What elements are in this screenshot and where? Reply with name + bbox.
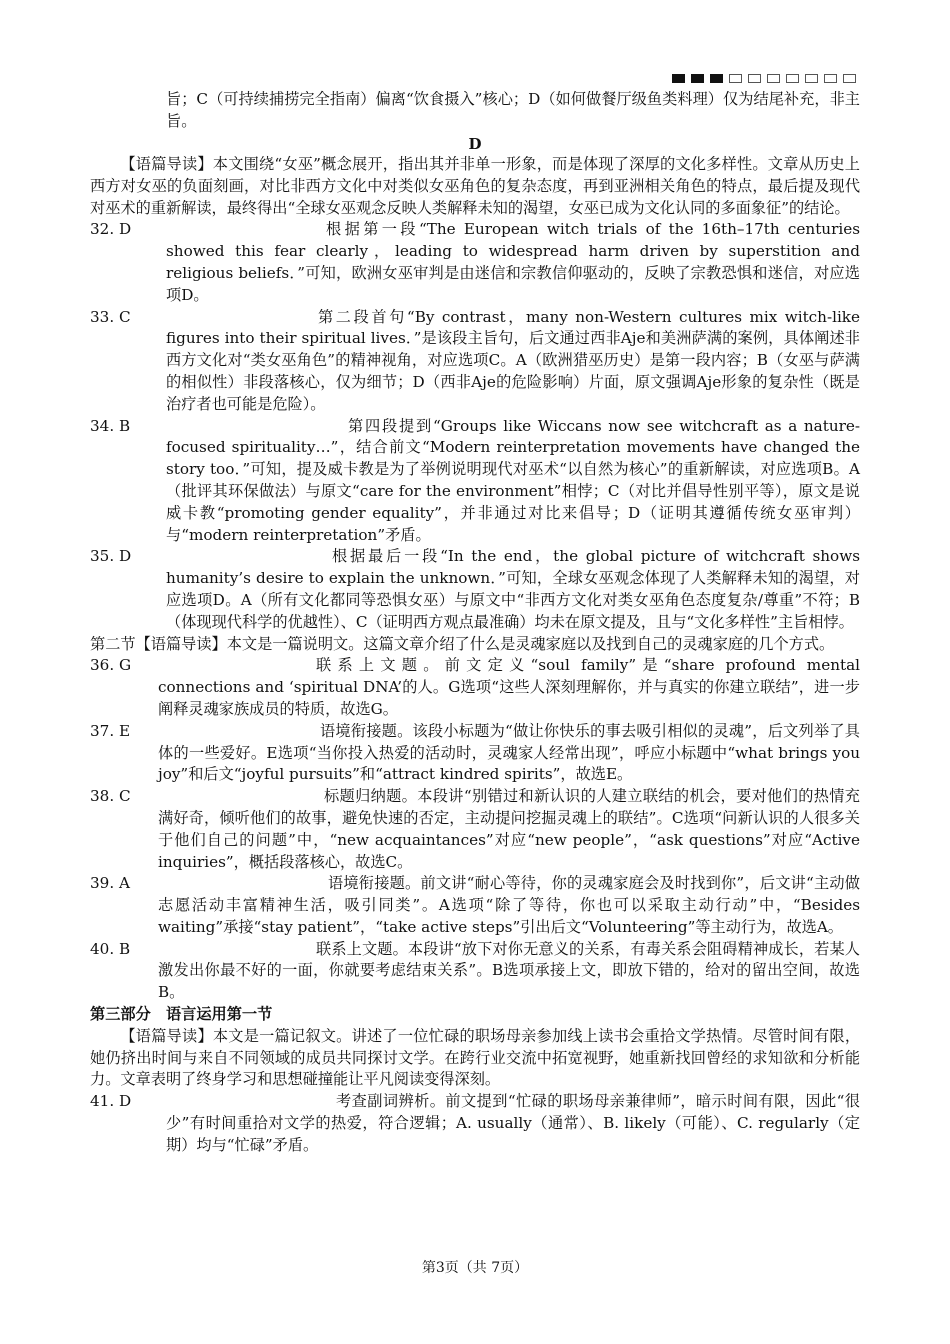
question-explanation: 考查副词辨析。前文提到“忙碌的职场母亲兼律师”，暗示时间有限，因此“很少”有时间重拾对文学的热爱，符合逻辑；A. usually（通常）、B. likely（可能）、C. regularly（定期）均与“忙碌”矛盾。 xyxy=(166,1092,860,1154)
question-number: 40. B xyxy=(90,939,131,958)
question-explanation: 根据第一段“The European witch trials of the 16th–17th centuries showed this fear clearly，leading to widespread harm driven by superstition and religious beliefs．”可知，欧洲女巫审判是由迷信和宗教信仰驱动的，反映了宗教恐惧和迷信，对应选项D。 xyxy=(166,220,860,304)
question-37 xyxy=(90,721,860,786)
progress-square-empty xyxy=(767,74,780,83)
part3-title: 第三部分 语言运用第一节 xyxy=(90,1005,273,1024)
progress-square-empty xyxy=(805,74,818,83)
guide-3-text: 【语篇导读】本文是一篇记叙文。讲述了一位忙碌的职场母亲参加线上读书会重拾文学热情。尽管时间有限，她仍挤出时间与来自不同领域的成员共同探讨文学。在跨行业交流中拓宽视野，她重新找回曾经的求知欲和分析能力。文章表明了终身学习和思想碰撞能让平凡阅读变得深刻。 xyxy=(90,1026,860,1089)
question-34 xyxy=(90,416,860,547)
question-number: 32. D xyxy=(90,220,132,239)
progress-square-empty xyxy=(786,74,799,83)
question-explanation: 联系上文题。前文定义“soul family”是“share profound mental connections and ‘spiritual DNA’的人。G选项“这些人深刻理解你，并与真实的你建立联结”，进一步阐释灵魂家族成员的特质，故选G。 xyxy=(158,656,860,718)
progress-square-filled xyxy=(691,74,704,83)
question-35 xyxy=(90,546,860,633)
guide-d-text: 【语篇导读】本文围绕“女巫”概念展开，指出其并非单一形象，而是体现了深厚的文化多样性。文章从历史上西方对女巫的负面刻画，对比非西方文化中对类似女巫角色的复杂态度，再到亚洲相关角色的特点，最后提及现代对巫术的重新解读，最终得出“全球女巫观念反映人类解释未知的渴望，女巫已成为文化认同的多面象征”的结论。 xyxy=(90,155,860,217)
question-number: 33. C xyxy=(90,307,131,326)
question-number: 39. A xyxy=(90,874,130,893)
question-36 xyxy=(90,655,860,720)
question-number: 37. E xyxy=(90,721,131,740)
question-33 xyxy=(90,307,860,416)
progress-indicator xyxy=(672,74,856,85)
intro-text: 旨；C（可持续捕捞完全指南）偏离“饮食摄入”核心；D（如何做餐厅级鱼类料理）仅为结尾补充，非主旨。 xyxy=(166,90,860,130)
question-40 xyxy=(90,939,860,1004)
page-footer: 第3页（共 7页） xyxy=(421,1260,529,1276)
question-explanation: 标题归纳题。本段讲“别错过和新认识的人建立联结的机会，要对他们的热情充满好奇，倾听他们的故事，避免快速的否定，主动提问挖掘灵魂上的联结”。C选项“问新认识的人很多关于他们自己的问题”中，“new acquaintances”对应“new people”，“ask questions”对应“Active inquiries”，概括段落核心，故选C。 xyxy=(158,787,860,871)
question-number: 41. D xyxy=(90,1092,132,1111)
question-39 xyxy=(90,873,860,938)
question-explanation: 语境衔接题。该段小标题为“做让你快乐的事去吸引相似的灵魂”，后文列举了具体的一些爱好。E选项“当你投入热爱的活动时，灵魂家人经常出现”，呼应小标题中“what brings you joy”和后文“joyful pursuits”和“attract kindred spirits”，故选E。 xyxy=(158,721,860,784)
question-number: 38. C xyxy=(90,787,131,806)
progress-square-empty xyxy=(748,74,761,83)
question-38 xyxy=(90,786,860,873)
intro-continuation xyxy=(90,89,860,133)
question-number: 36. G xyxy=(90,656,132,675)
progress-square-empty xyxy=(843,74,856,83)
progress-square-empty xyxy=(824,74,837,83)
question-explanation: 语境衔接题。前文讲“耐心等待，你的灵魂家庭会及时找到你”，后文讲“主动做志愿活动丰富精神生活，吸引同类”。A选项“除了等待，你也可以采取主动行动”中，“Besides waiting”承接“stay patient”，“take active steps”引出后文“Volunteering”等主动行为，故选A。 xyxy=(158,874,860,936)
section-d-body xyxy=(90,154,860,1157)
section2-guide: 第二节【语篇导读】本文是一篇说明文。这篇文章介绍了什么是灵魂家庭以及找到自己的灵魂家庭的几个方式。 xyxy=(90,634,835,653)
progress-square-filled xyxy=(672,74,685,83)
question-explanation: 第二段首句“By contrast，many non-Western cultures mix witch-like figures into their spiritual lives．”是该段主旨句，后文通过西非Aje和美洲萨满的案例，具体阐述非西方文化对“类女巫角色”的精神视角，对应选项C。A（欧洲猎巫历史）是第一段内容；B（女巫与萨满的相似性）非段落核心，仅为细节；D（西非Aje的危险影响）片面，原文强调Aje形象的复杂性（既是治疗者也可能是危险）。 xyxy=(166,307,860,413)
progress-square-filled xyxy=(710,74,723,83)
question-41 xyxy=(90,1091,860,1156)
question-explanation: 根据最后一段“In the end，the global picture of witchcraft shows humanity’s desire to explain the unknown．”可知，全球女巫观念体现了人类解释未知的渴望，对应选项D。A（所有文化都同等恐惧女巫）与原文中“非西方文化对类女巫角色态度复杂/尊重”不符；B（体现现代科学的优越性）、C（证明西方观点最准确）均未在原文提及，且与“文化多样性”主旨相悖。 xyxy=(166,547,860,631)
question-32 xyxy=(90,219,860,306)
question-number: 34. B xyxy=(90,416,131,435)
question-explanation: 联系上文题。本段讲“放下对你无意义的关系，有毒关系会阻碍精神成长，若某人激发出你最不好的一面，你就要考虑结束关系”。B选项承接上文，即放下错的，给对的留出空间，故选B。 xyxy=(158,939,860,1002)
question-number: 35. D xyxy=(90,547,132,566)
question-explanation: 第四段提到“Groups like Wiccans now see witchcraft as a nature-focused spirituality…”，结合前文“Modern reinterpretation movements have changed the story too．”可知，提及威卡教是为了举例说明现代对巫术“以自然为核心”的重新解读，对应选项B。A（批评其环保做法）与原文“care for the environment”相悖；C（对比并倡导性别平等），原文是说威卡教“promoting gender equality”，并非通过对比来倡导；D（证明其遵循传统女巫审判）与“modern reinterpretation”矛盾。 xyxy=(166,416,860,544)
section-d-title: D xyxy=(468,135,482,153)
progress-square-empty xyxy=(729,74,742,83)
